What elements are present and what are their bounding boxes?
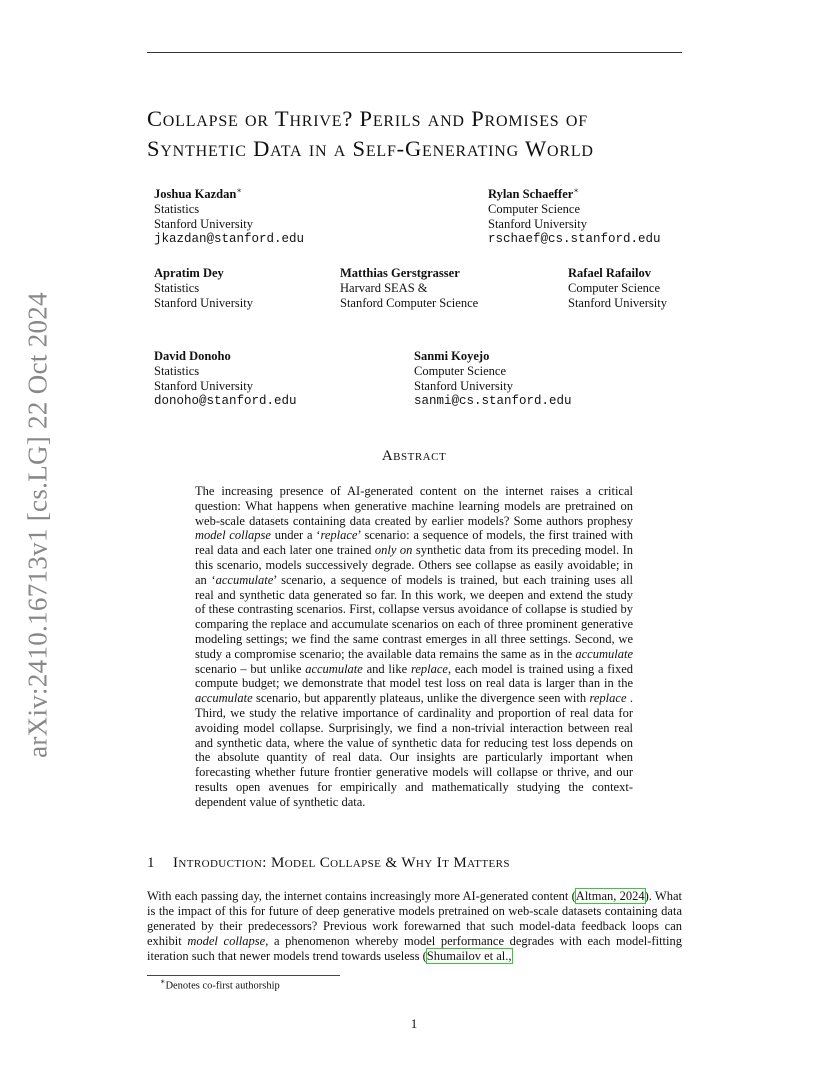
abstract-text: synthetic data from its preceding model. In this scenario, models successively degrade. Others see collapse as easily avoidable; in an ‘ (195, 543, 633, 587)
abstract-emph: accumulate (305, 661, 363, 676)
author-name: Matthias Gerstgrasser (340, 266, 460, 280)
abstract-body (195, 484, 633, 810)
co-first-mark: ∗ (573, 186, 579, 195)
footnote-mark: ∗ (160, 977, 166, 986)
author-email[interactable]: jkazdan@stanford.edu (154, 232, 305, 247)
author-affiliation: Computer Science (488, 202, 580, 217)
author-dey (154, 266, 253, 311)
footnote-text: Denotes co-first authorship (165, 980, 280, 992)
intro-paragraph (147, 889, 682, 964)
top-rule (147, 52, 682, 53)
paper-title (147, 104, 697, 164)
abstract-emph: only on (374, 543, 413, 558)
author-affiliation: Statistics (154, 281, 200, 295)
abstract-text: under a ‘ (270, 528, 321, 543)
intro-text: With each passing day, the internet contains increasingly more AI-generated content ( (147, 889, 576, 903)
abstract-emph: model collapse (195, 528, 271, 543)
author-koyejo (414, 349, 572, 409)
intro-text: ). What is the impact of this for future of deep generative models pretrained on web-scale datasets containing data generated by their predecessors? Previous work forewarned that such model-data feedback loops can exhibit (147, 889, 682, 948)
abstract-emph: replace (320, 528, 358, 543)
title-line-2: Synthetic Data in a Self-Generating World (147, 136, 594, 161)
abstract-emph: replace (589, 691, 627, 706)
abstract-text: ’ scenario, a sequence of models is trained, but each training uses all real and synthetic data generated so far. In this work, we deepen and extend the study of these contrasting scenarios. First, collapse versus avoidance of collapse is studied by comparing the replace and accumulate scenarios on each of three prominent generative modeling settings; we find the same contrast emerges in all three settings. Second, we study a compromise scenario; the available data remains the same as in the (195, 572, 633, 661)
author-name: Rafael Rafailov (568, 266, 651, 280)
section-title: Introduction: Model Collapse & Why It Matters (173, 855, 510, 871)
abstract-emph: accumulate (215, 572, 274, 587)
abstract-emph: replace (410, 661, 448, 676)
page-number: 1 (410, 1016, 418, 1031)
abstract-text: The increasing presence of AI-generated content on the internet raises a critical question: What happens when generative machine learning models are pretrained on web-scale datasets containing data created by earlier models? Some authors prophesy (195, 484, 633, 528)
author-affiliation: Stanford University (154, 379, 253, 393)
author-affiliation: Computer Science (568, 281, 660, 295)
author-affiliation: Stanford University (488, 217, 587, 232)
abstract-text: scenario – but unlike (195, 661, 306, 676)
arxiv-identifier: arXiv:2410.16713v1 [cs.LG] 22 Oct 2024 (22, 292, 53, 758)
author-schaeffer (488, 183, 661, 247)
title-line-1: Collapse or Thrive? Perils and Promises of (147, 106, 588, 131)
author-rafailov (568, 266, 667, 311)
abstract-emph: accumulate (575, 646, 633, 661)
intro-text: , a phenomenon whereby model performance degrades with each model-fitting iteration such that newer models trend towards useless ( (147, 934, 682, 963)
author-name: Apratim Dey (154, 266, 224, 280)
author-affiliation: Statistics (154, 202, 200, 217)
section-number: 1 (147, 855, 155, 871)
intro-emph: model collapse (187, 934, 266, 948)
abstract-text: ’ scenario: a sequence of models, the first trained with real data and each later one trained (195, 528, 634, 558)
author-affiliation: Stanford University (154, 217, 253, 232)
abstract-text: scenario, but apparently plateaus, unlike the divergence seen with (252, 691, 590, 706)
author-name: David Donoho (154, 349, 231, 363)
abstract-text: . Third, we study the relative importance of cardinality and proportion of real data for avoiding model collapse. Surprisingly, we find a non-trivial interaction between real and synthetic data, where the value of synthetic data for reducing test loss depends on the absolute quantity of real data. Our insights are particularly important when forecasting whether future frontier generative models will collapse or thrive, and our results open avenues for empirically and mathematically studying the context-dependent value of synthetic data. (195, 691, 634, 809)
author-email[interactable]: sanmi@cs.stanford.edu (414, 394, 572, 408)
citation-link[interactable]: Altman, 2024 (575, 889, 645, 903)
author-gerstgrasser (340, 266, 478, 311)
author-affiliation: Computer Science (414, 364, 506, 378)
abstract-text: , each model is trained using a fixed compute budget; we demonstrate that model test loss on real data is larger than in the (195, 661, 633, 691)
author-donoho (154, 349, 297, 409)
author-affiliation: Harvard SEAS & (340, 281, 428, 295)
author-affiliation: Stanford University (568, 296, 667, 310)
abstract-text: and like (362, 661, 411, 676)
author-affiliation: Stanford University (154, 296, 253, 310)
co-first-mark: ∗ (236, 186, 242, 195)
author-email[interactable]: rschaef@cs.stanford.edu (488, 232, 661, 247)
footnote (160, 977, 280, 992)
abstract-heading: Abstract (381, 448, 447, 464)
section-heading (147, 855, 510, 872)
author-kazdan (154, 183, 304, 247)
citation-link[interactable]: Shumailov et al., (426, 949, 512, 963)
footnote-rule (147, 975, 340, 976)
author-affiliation: Stanford University (414, 379, 513, 393)
author-affiliation: Statistics (154, 364, 200, 378)
author-name: Sanmi Koyejo (414, 349, 490, 363)
abstract-emph: accumulate (195, 691, 253, 706)
author-affiliation: Stanford Computer Science (340, 296, 479, 310)
author-name: Rylan Schaeffer (488, 187, 574, 202)
author-email[interactable]: donoho@stanford.edu (154, 394, 297, 408)
author-name: Joshua Kazdan (154, 187, 237, 202)
